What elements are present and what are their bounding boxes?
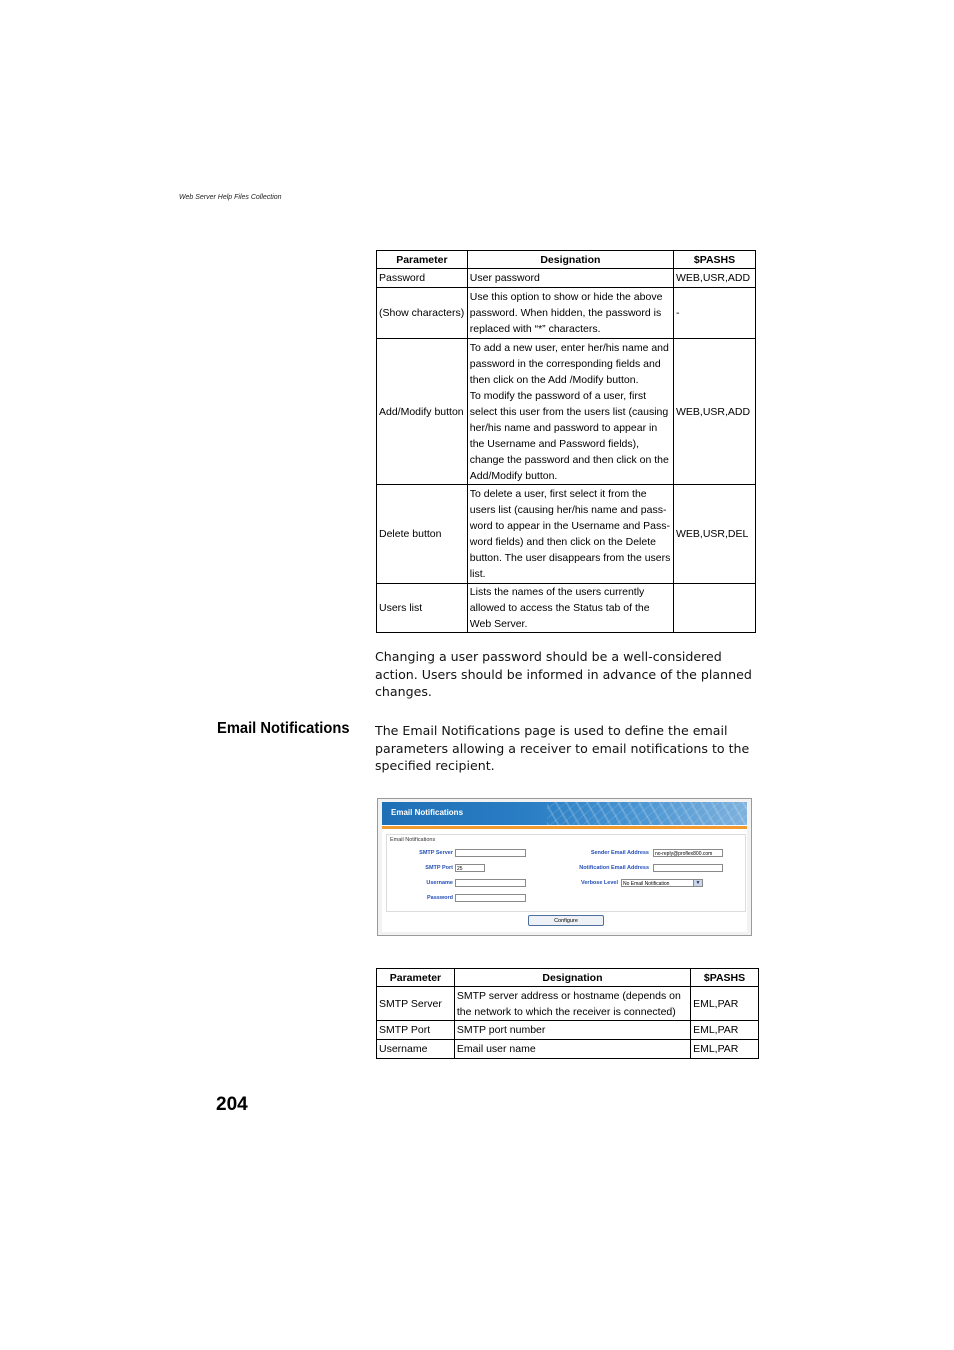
- parameter-cell: Username: [377, 1040, 455, 1059]
- pashs-cell: EML,PAR: [691, 1040, 759, 1059]
- page-number: 204: [216, 1094, 248, 1115]
- designation-cell: SMTP server address or hostname (depends on the network to which the receiver is connected): [454, 987, 690, 1021]
- running-header: Web Server Help Files Collection: [179, 194, 282, 201]
- users-parameter-table: [376, 250, 756, 633]
- smtp-server-input[interactable]: [455, 849, 526, 857]
- smtp-server-label: SMTP Server: [419, 850, 453, 856]
- designation-cell: Email user name: [454, 1040, 690, 1059]
- table-row: [377, 987, 759, 1021]
- designation-cell: User password: [467, 269, 673, 288]
- email-notifications-screenshot: [377, 798, 752, 936]
- column-header: Designation: [454, 969, 690, 987]
- designation-cell: To add a new user, enter her/his name and password in the corresponding fields and then click on the Add /Modify button. To modify the password of a user, first select this user from the users list (causing her/his name and password to appear in the Username and Password fields), change the password and then click on the Add/Modify button.: [467, 339, 673, 485]
- configure-button[interactable]: Configure: [528, 915, 604, 926]
- smtp-port-input[interactable]: 25: [455, 864, 485, 872]
- group-title: Email Notifications: [390, 837, 436, 843]
- column-header: $PASHS: [691, 969, 759, 987]
- parameter-cell: (Show characters): [377, 288, 468, 339]
- parameter-cell: SMTP Server: [377, 987, 455, 1021]
- parameter-cell: SMTP Port: [377, 1021, 455, 1040]
- table-row: [377, 269, 756, 288]
- page-banner: [382, 802, 747, 825]
- chevron-down-icon[interactable]: ▼: [693, 880, 702, 887]
- table-row: [377, 1040, 759, 1059]
- pashs-cell: -: [674, 288, 756, 339]
- table-row: [377, 339, 756, 485]
- email-parameter-table: [376, 968, 759, 1059]
- table-header-row: [377, 251, 756, 269]
- table-row: [377, 288, 756, 339]
- email-notifications-group: [386, 834, 746, 912]
- designation-cell: SMTP port number: [454, 1021, 690, 1040]
- password-input[interactable]: [455, 894, 526, 902]
- section-heading: Email Notifications: [217, 720, 350, 737]
- password-change-note: Changing a user password should be a well-considered action. Users should be informed in advance of the planned changes.: [375, 649, 752, 700]
- pashs-cell: [674, 584, 756, 633]
- parameter-cell: Password: [377, 269, 468, 288]
- banner-accent-bar: [382, 826, 747, 829]
- verbose-level-value: No Email Notification: [623, 881, 670, 887]
- username-label: Username: [426, 880, 453, 886]
- column-header: $PASHS: [674, 251, 756, 269]
- column-header: Parameter: [377, 969, 455, 987]
- notification-email-label: Notification Email Address: [579, 865, 649, 871]
- designation-cell: To delete a user, first select it from the users list (causing her/his name and pass-word to appear in the Username and Pass-word fields) and then click on the Delete button. The user disappears from the users list.: [467, 485, 673, 584]
- pashs-cell: WEB,USR,ADD: [674, 269, 756, 288]
- parameter-cell: Delete button: [377, 485, 468, 584]
- notification-email-input[interactable]: [653, 864, 723, 872]
- table-row: [377, 584, 756, 633]
- pashs-cell: WEB,USR,ADD: [674, 339, 756, 485]
- verbose-level-select[interactable]: [621, 879, 703, 887]
- verbose-level-label: Verbose Level: [581, 880, 618, 886]
- table-row: [377, 485, 756, 584]
- password-label: Password: [427, 895, 453, 901]
- column-header: Designation: [467, 251, 673, 269]
- parameter-cell: Users list: [377, 584, 468, 633]
- sender-email-input[interactable]: no-reply@proflex800.com: [653, 849, 723, 857]
- smtp-port-label: SMTP Port: [425, 865, 453, 871]
- designation-cell: Use this option to show or hide the above password. When hidden, the password is replaced with “*” characters.: [467, 288, 673, 339]
- pashs-cell: EML,PAR: [691, 987, 759, 1021]
- pashs-cell: EML,PAR: [691, 1021, 759, 1040]
- table-header-row: [377, 969, 759, 987]
- designation-cell: Lists the names of the users currently allowed to access the Status tab of the Web Server.: [467, 584, 673, 633]
- table-row: [377, 1021, 759, 1040]
- column-header: Parameter: [377, 251, 468, 269]
- sender-email-label: Sender Email Address: [590, 850, 649, 856]
- pashs-cell: WEB,USR,DEL: [674, 485, 756, 584]
- banner-title: Email Notifications: [391, 808, 464, 817]
- username-input[interactable]: [455, 879, 526, 887]
- screenshot-page: [382, 802, 747, 932]
- section-description: The Email Notifications page is used to define the email parameters allowing a receiver to email notifications to the specified recipient.: [375, 723, 750, 774]
- parameter-cell: Add/Modify button: [377, 339, 468, 485]
- banner-map-decoration: [547, 802, 747, 825]
